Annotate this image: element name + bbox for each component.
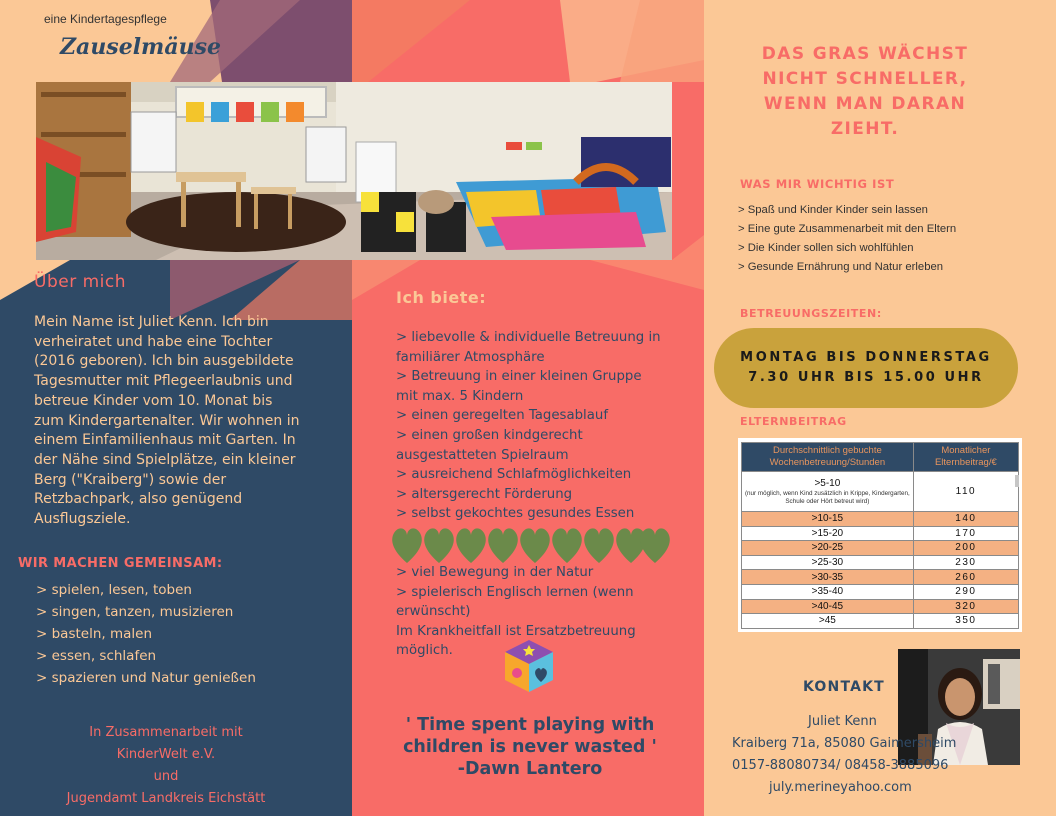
fees-title: ELTERNBEITRAG [740, 415, 847, 428]
list-item: > altersgerecht Förderung [396, 486, 573, 502]
table-row [742, 512, 1019, 527]
list-item: > Die Kinder sollen sich wohlfühlen [738, 242, 914, 254]
contact-phone: 0157-88080734/ 08458-3885096 [732, 758, 949, 773]
table-cell: >10-15 [742, 512, 914, 527]
table-cell [742, 472, 914, 512]
table-cell: 200 [913, 541, 1018, 556]
table-cell: 290 [913, 584, 1018, 599]
table-cell: 140 [913, 512, 1018, 527]
table-cell: 350 [913, 614, 1018, 629]
about-text: Mein Name ist Juliet Kenn. Ich bin verheiratet und habe eine Tochter (2016 geboren). Ich bin ausgebildete Tagesmutter mit Pflegeerlaubnis und betreue Kinder vom 10. Monat bis zum Kindergartenalter. Wir wohnen in einem Einfamilienhaus mit Garten. In der Nähe sind Spielplätze, ein kleiner Berg ("Kraiberg") sowie der Retzbachpark, also genügend Ausflugsziele. [34, 314, 300, 528]
table-cell: >15-20 [742, 526, 914, 541]
contact-name: Juliet Kenn [808, 714, 877, 729]
table-cell: >20-25 [742, 541, 914, 556]
hours-days: MONTAG BIS DONNERSTAG [740, 350, 992, 365]
list-item: > spielen, lesen, toben [36, 582, 192, 598]
list-item: > essen, schlafen [36, 648, 157, 664]
table-cell: 320 [913, 599, 1018, 614]
table-cell: >40-45 [742, 599, 914, 614]
offer-title: Ich biete: [396, 288, 487, 307]
table-cell: >25-30 [742, 555, 914, 570]
table-cell: >35-40 [742, 584, 914, 599]
fees-table [741, 442, 1019, 629]
quote-line: ' Time spent playing with [405, 715, 655, 735]
table-cell: 260 [913, 570, 1018, 585]
hearts-row-icon [390, 525, 670, 565]
contact-email[interactable]: july.merineyahoo.com [769, 780, 912, 795]
fees-table-container [738, 438, 1022, 632]
brand-name: Zauselmäuse [60, 34, 221, 60]
playroom-photo [36, 82, 672, 260]
table-cell: 230 [913, 555, 1018, 570]
slogan-line: ZIEHT. [830, 119, 900, 139]
contact-title: KONTAKT [803, 679, 885, 695]
list-item: > einen geregelten Tagesablauf [396, 408, 609, 424]
table-row [742, 526, 1019, 541]
slogan-line: NICHT SCHNELLER, [762, 69, 968, 89]
toy-cube-icon [503, 638, 555, 694]
contact-address: Kraiberg 71a, 85080 Gaimersheim [732, 736, 957, 751]
list-item: > ausreichend Schlafmöglichkeiten [396, 467, 632, 483]
partner-name: Jugendamt Landkreis Eichstätt [66, 791, 266, 806]
list-item: > Eine gute Zusammenarbeit mit den Eltern [738, 223, 957, 235]
table-row [742, 570, 1019, 585]
partner-name: KinderWelt e.V. [116, 747, 216, 762]
list-item: > spielerisch Englisch lernen (wenn erwünscht) [396, 584, 634, 620]
table-row [742, 555, 1019, 570]
table-cell: 110 [913, 472, 1018, 512]
list-item: > basteln, malen [36, 626, 153, 642]
offer-list [396, 328, 666, 661]
slogan-line: WENN MAN DARAN [763, 94, 967, 114]
table-row [742, 599, 1019, 614]
partner-block [36, 722, 296, 810]
quote-author: -Dawn Lantero [457, 759, 603, 779]
together-list [36, 579, 256, 689]
list-item: > Spaß und Kinder Kinder sein lassen [738, 204, 928, 216]
table-row [742, 614, 1019, 629]
list-item: > selbst gekochtes gesundes Essen [396, 506, 635, 522]
table-row [742, 541, 1019, 556]
table-row [742, 584, 1019, 599]
hours-title: BETREUUNGSZEITEN: [740, 307, 882, 320]
table-cell: >30-35 [742, 570, 914, 585]
list-item: > singen, tanzen, musizieren [36, 604, 234, 620]
brand-tagline: eine Kindertagespflege [44, 12, 167, 26]
important-title: WAS MIR WICHTIG IST [740, 177, 895, 191]
list-item: > einen großen kindgerecht ausgestatteten Spielraum [396, 427, 583, 463]
list-item: > Gesunde Ernährung und Natur erleben [738, 261, 944, 273]
partner-line: und [153, 769, 179, 784]
column-header: Durchschnittlich gebuchte Wochenbetreuung/Stunden [742, 443, 914, 472]
range-value: >5-10 [814, 477, 841, 489]
slogan-line: DAS GRAS WÄCHST [761, 44, 969, 64]
table-cell: 170 [913, 526, 1018, 541]
column-header: Monatlicher Elternbeitrag/€ [913, 443, 1018, 472]
list-item: > viel Bewegung in der Natur [396, 564, 594, 580]
important-list [738, 201, 956, 277]
table-row [742, 472, 1019, 512]
table-cell: >45 [742, 614, 914, 629]
list-item: > liebevolle & individuelle Betreuung in familiärer Atmosphäre [396, 330, 661, 365]
together-title: WIR MACHEN GEMEINSAM: [18, 556, 223, 571]
about-title: Über mich [34, 272, 126, 292]
quote-line: children is never wasted ' [403, 737, 657, 757]
table-scrollbar[interactable] [1015, 475, 1019, 487]
hours-badge [714, 328, 1018, 408]
quote-block [380, 714, 680, 780]
list-item: > spazieren und Natur genießen [36, 670, 256, 686]
hours-times: 7.30 UHR BIS 15.00 UHR [748, 370, 984, 385]
list-item: Im Krankheitfall ist Ersatzbetreuung möglich. [396, 623, 636, 659]
partner-line: In Zusammenarbeit mit [89, 725, 243, 740]
list-item: > Betreuung in einer kleinen Gruppe mit max. 5 Kindern [396, 369, 642, 404]
range-note: (nur möglich, wenn Kind zusätzlich in Krippe, Kindergarten, Schule oder Hört betreut wird) [744, 489, 910, 505]
slogan [740, 42, 990, 142]
